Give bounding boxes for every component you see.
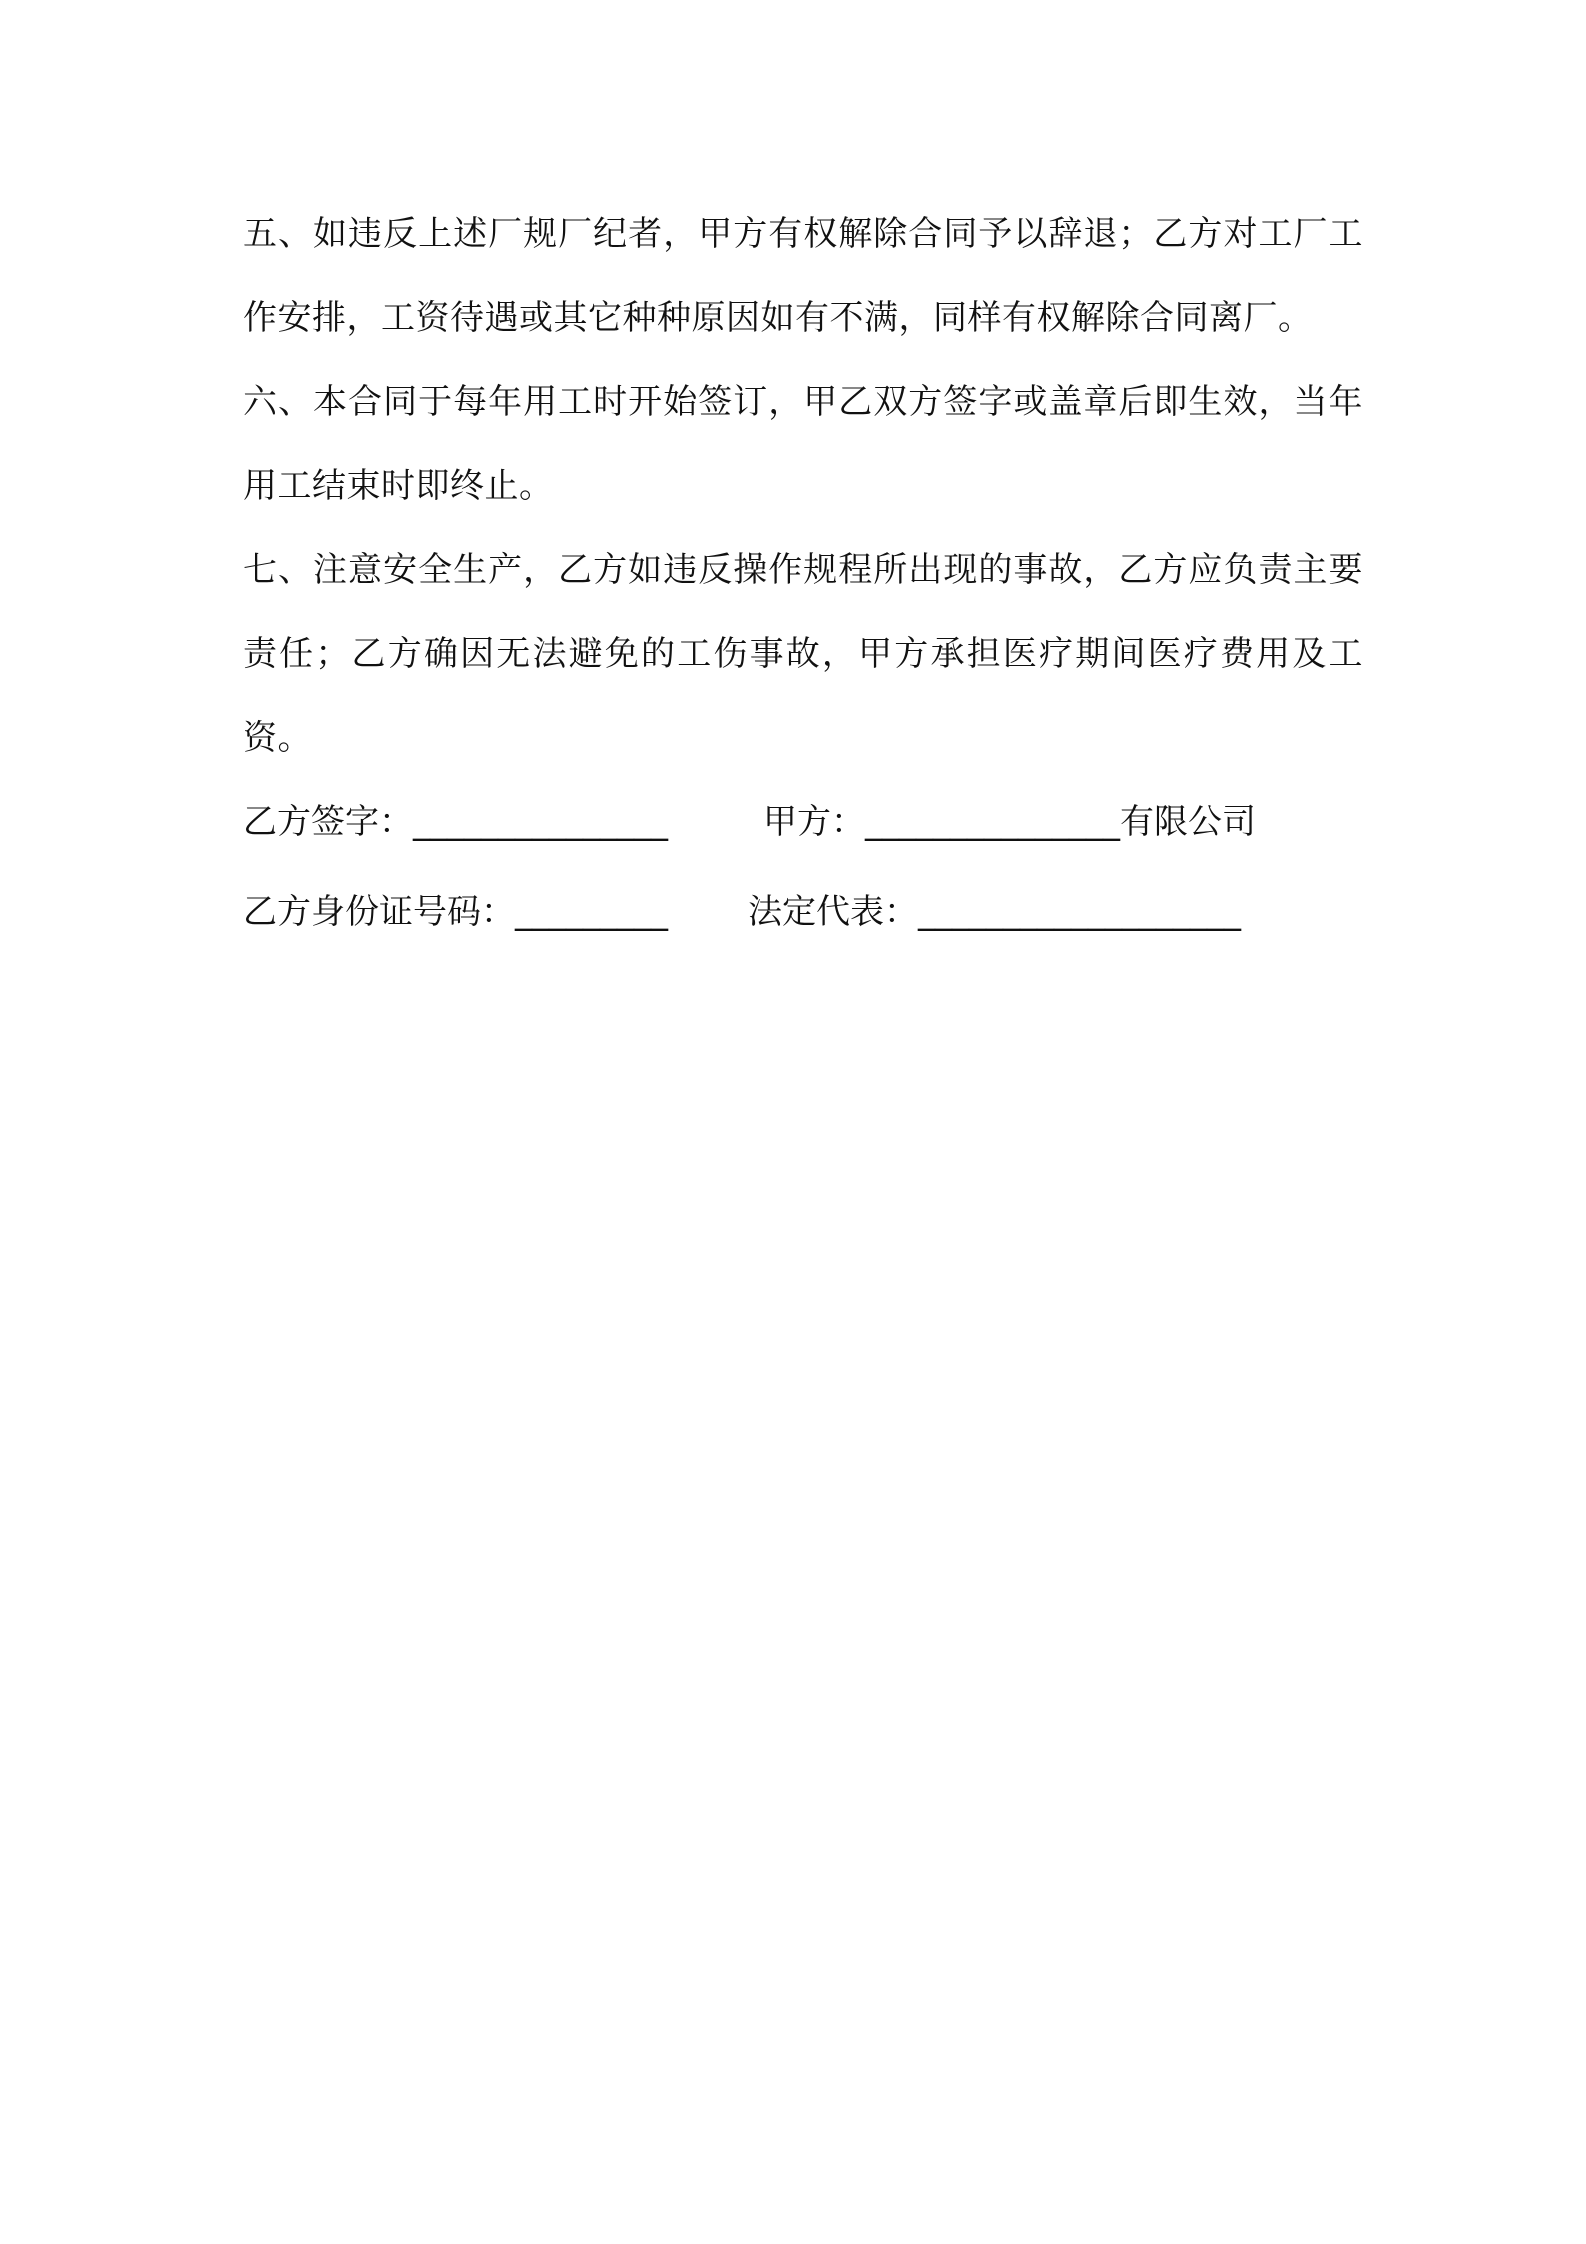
party-b-id-number-field: 乙方身份证号码：_________: [243, 892, 668, 932]
clause-7: 七、注意安全生产，乙方如违反操作规程所出现的事故，乙方应负责主要责任；乙方确因无法避免的工伤事故，甲方承担医疗期间医疗费用及工资。: [243, 550, 1363, 758]
party-b-signature-field: 乙方签字：_______________: [243, 802, 668, 842]
party-a-company-field: 甲方：_______________有限公司: [763, 802, 1256, 842]
signature-row-1: [243, 780, 1363, 870]
legal-representative-field: 法定代表：___________________: [748, 892, 1241, 932]
clause-5: 五、如违反上述厂规厂纪者，甲方有权解除合同予以辞退；乙方对工厂工作安排，工资待遇或其它种种原因如有不满，同样有权解除合同离厂。: [243, 214, 1363, 338]
signature-row-2: [243, 870, 1363, 960]
clause-6: 六、本合同于每年用工时开始签订，甲乙双方签字或盖章后即生效，当年用工结束时即终止。: [243, 382, 1363, 506]
contract-body: [243, 192, 1363, 960]
